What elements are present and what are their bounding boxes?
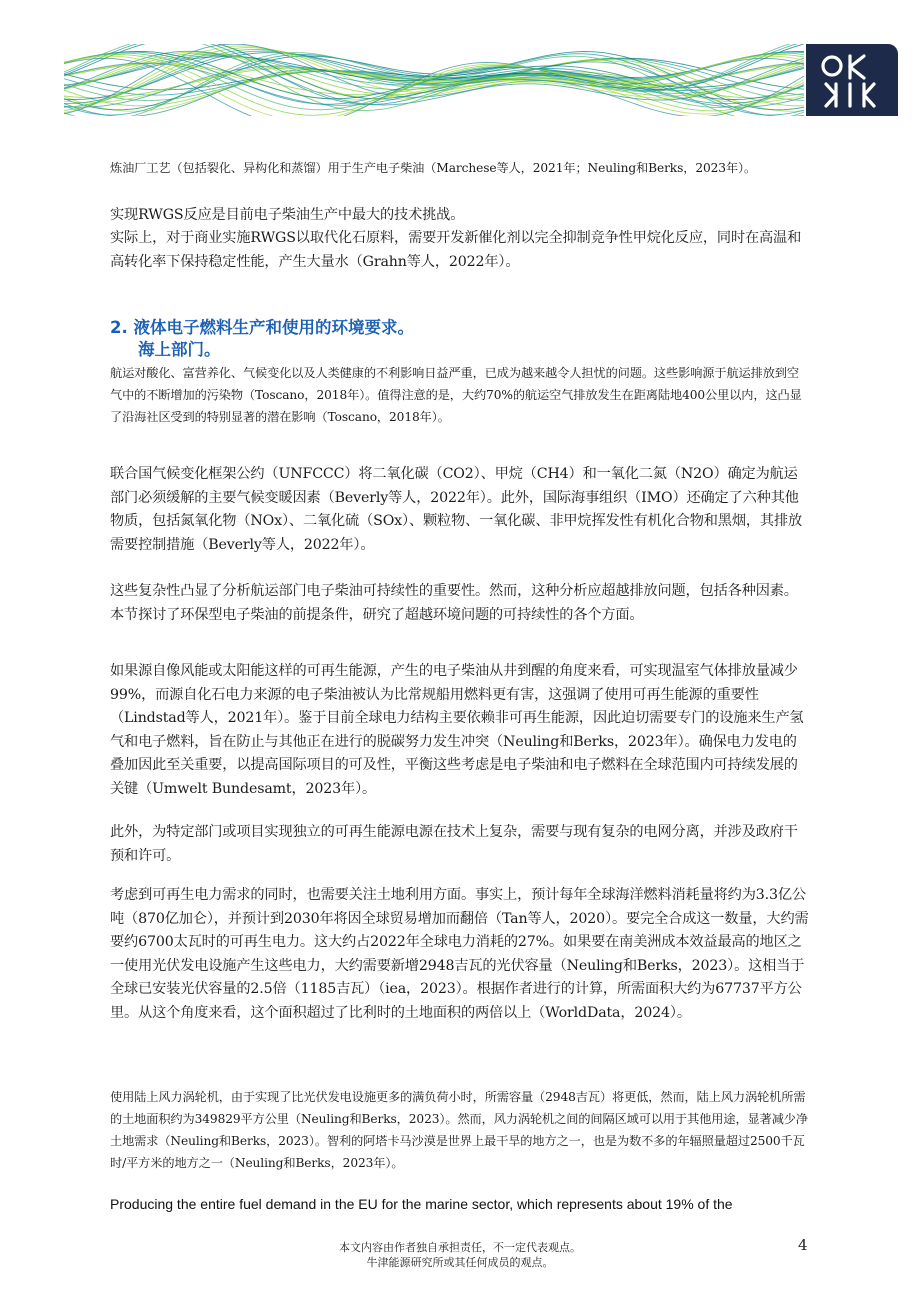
paragraph-independent-power: 此外，为特定部门或项目实现独立的可再生能源电源在技术上复杂，需要与现有复杂的电网分离，并涉及政府干预和许可。 [110, 824, 798, 864]
paragraph-rwgs-challenge: 实现RWGS反应是目前电子柴油生产中最大的技术挑战。 [110, 207, 465, 223]
paragraph-land-use: 考虑到可再生电力需求的同时，也需要关注土地利用方面。事实上，预计每年全球海洋燃料消耗量将约为3.3亿公吨（870亿加仑），并预计到2030年将因全球贸易增加而翻倍（Tan等人，2020）。要完全合成这一数量，大约需要约6700太瓦时的可再生电力。这大约占2022年全球电力消耗的27%。如果要在南美洲成本效益最高的地区之一使用光伏发电设施产生这些电力，大约需要新增2948吉瓦的光伏容量（Neuling和Berks，2023）。这相当于全球已安装光伏容量的2.5倍（1185吉瓦）（iea，2023）。根据作者进行的计算，所需面积大约为67737平方公里。从这个角度来看，这个面积超过了比利时的土地面积的两倍以上（WorldData，2024）。 [110, 887, 809, 1021]
decorative-wave-banner [64, 44, 804, 116]
institute-logo-icon [806, 44, 898, 116]
paragraph-english: Producing the entire fuel demand in the EU for the marine sector, which represents about 19% of the [110, 1196, 733, 1212]
page-number: 4 [798, 1236, 808, 1254]
paragraph-complexity: 这些复杂性凸显了分析航运部门电子柴油可持续性的重要性。然而，这种分析应超越排放问题，包括各种因素。本节探讨了环保型电子柴油的前提条件，研究了超越环境问题的可持续性的各个方面。 [110, 583, 798, 623]
section-subheading: 海上部门。 [138, 340, 221, 359]
section-heading: 2. 液体电子燃料生产和使用的环境要求。 [110, 318, 414, 337]
paragraph-unfccc: 联合国气候变化框架公约（UNFCCC）将二氧化碳（CO2）、甲烷（CH4）和一氧化二氮（N2O）确定为航运部门必须缓解的主要气候变暖因素（Beverly等人，2022年）。此外，国际海事组织（IMO）还确定了六种其他物质，包括氮氧化物（NOx）、二氧化硫（SOx）、颗粒物、一氧化碳、非甲烷挥发性有机化合物和黑烟，其排放需要控制措施（Beverly等人，2022年）。 [110, 466, 803, 553]
footer-disclaimer-line2: 牛津能源研究所或其任何成员的观点。 [366, 1256, 554, 1269]
paragraph-wind-turbines: 使用陆上风力涡轮机，由于实现了比光伏发电设施更多的满负荷小时，所需容量（2948吉瓦）将更低，然而，陆上风力涡轮机所需的土地面积约为349829平方公里（Neuling和Berks，2023）。然而，风力涡轮机之间的间隔区域可以用于其他用途，显著减少净土地需求（Neuling和Berks，2023）。智利的阿塔卡马沙漠是世界上最干旱的地方之一，也是为数不多的年辐照量超过2500千瓦时/平方米的地方之一（Neuling和Berks，2023年）。 [110, 1090, 808, 1170]
paragraph-rwgs-catalyst: 实际上，对于商业实施RWGS以取代化石原料，需要开发新催化剂以完全抑制竞争性甲烷化反应，同时在高温和高转化率下保持稳定性能，产生大量水（Grahn等人，2022年）。 [110, 230, 802, 270]
paragraph-refinery: 炼油厂工艺（包括裂化、异构化和蒸馏）用于生产电子柴油（Marchese等人，2021年；Neuling和Berks，2023年）。 [110, 161, 757, 175]
wave-line [64, 60, 804, 111]
footer-disclaimer-line1: 本文内容由作者独自承担责任，不一定代表观点。 [339, 1241, 581, 1254]
paragraph-shipping-impact: 航运对酸化、富营养化、气候变化以及人类健康的不利影响日益严重，已成为越来越令人担忧的问题。这些影响源于航运排放到空气中的不断增加的污染物（Toscano，2018年）。值得注意的是，大约70%的航运空气排放发生在距离陆地400公里以内，这凸显了沿海社区受到的特别显著的潜在影响（Toscano，2018年）。 [110, 366, 802, 424]
wave-line [64, 52, 804, 110]
wave-graphic [64, 44, 804, 116]
paragraph-renewables: 如果源自像风能或太阳能这样的可再生能源，产生的电子柴油从井到醒的角度来看，可实现温室气体排放量减少99%，而源自化石电力来源的电子柴油被认为比常规船用燃料更有害，这强调了使用可再生能源的重要性（Lindstad等人，2021年）。鉴于目前全球电力结构主要依赖非可再生能源，因此迫切需要专门的设施来生产氢气和电子燃料，旨在防止与其他正在进行的脱碳努力发生冲突（Neuling和Berks，2023年）。确保电力发电的叠加因此至关重要，以提高国际项目的可及性，平衡这些考虑是电子柴油和电子燃料在全球范围内可持续发展的关键（Umwelt Bundesamt，2023年）。 [110, 663, 804, 797]
